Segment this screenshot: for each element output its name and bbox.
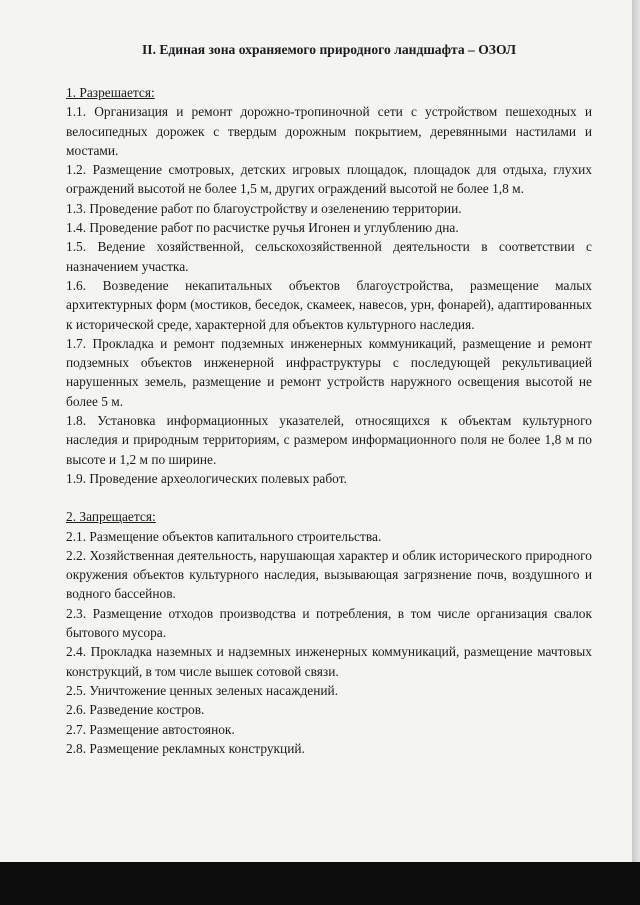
list-item: 1.8. Установка информационных указателей, относящихся к объектам культурного наследия и природным территориям, с размером информационного поля не более 1,8 м по высоте и 1,2 м по ширине. (66, 413, 592, 467)
document-title: II. Единая зона охраняемого природного ландшафта – ОЗОЛ (141, 42, 517, 57)
scan-page-edge (632, 0, 640, 862)
list-item: 1.9. Проведение археологических полевых работ. (66, 470, 347, 486)
list-item: 1.4. Проведение работ по расчистке ручья Игонен и углублению дна. (66, 220, 459, 236)
section-heading: 1. Разрешается: (66, 85, 155, 100)
list-item: 2.4. Прокладка наземных и надземных инженерных коммуникаций, размещение мачтовых конструкций, в том числе вышек сотовой связи. (66, 644, 592, 679)
list-item: 2.8. Размещение рекламных конструкций. (66, 740, 305, 756)
list-item: 2.2. Хозяйственная деятельность, нарушающая характер и облик исторического природного окружения объектов культурного наследия, вызывающая загрязнение почв, воздушного и водного бассейнов. (66, 547, 592, 602)
scan-bottom-border (0, 862, 640, 905)
list-item: 1.5. Ведение хозяйственной, сельскохозяйственной деятельности в соответствии с назначением участка. (66, 239, 592, 274)
section-prohibited (66, 507, 592, 758)
list-item: 2.5. Уничтожение ценных зеленых насаждений. (66, 682, 339, 698)
list-item: 2.3. Размещение отходов производства и потребления, в том числе организация свалок бытового мусора. (66, 605, 592, 641)
list-item: 1.3. Проведение работ по благоустройству и озеленению территории. (66, 200, 462, 216)
section-heading: 2. Запрещается: (66, 509, 156, 525)
list-item: 2.7. Размещение автостоянок. (66, 721, 235, 737)
list-item: 1.7. Прокладка и ремонт подземных инженерных коммуникаций, размещение и ремонт подземных объектов инженерной инфраструктуры с последующей рекультивацией нарушенных земель, размещение и ремонт устройств наружного освещения высотой не более 5 м. (66, 335, 592, 409)
list-item: 1.6. Возведение некапитальных объектов благоустройства, размещение малых архитектурных форм (мостиков, беседок, скамеек, навесов, урн, фонарей), адаптированных к исторической среде, характерной для объектов культурного наследия. (66, 277, 592, 332)
section-permitted (66, 83, 592, 488)
section-spacer (66, 488, 592, 507)
list-item: 2.6. Разведение костров. (66, 702, 205, 718)
list-item: 1.1. Организация и ремонт дорожно-тропиночной сети с устройством пешеходных и велосипедных дорожек с твердым дорожным покрытием, деревянными настилами и мостами. (66, 104, 592, 158)
list-item: 2.1. Размещение объектов капитального строительства. (66, 528, 382, 544)
list-item: 1.2. Размещение смотровых, детских игровых площадок, площадок для отдыха, глухих ограждений высотой не более 1,5 м, других ограждений высотой не более 1,8 м. (66, 162, 592, 197)
document-body (66, 40, 592, 758)
